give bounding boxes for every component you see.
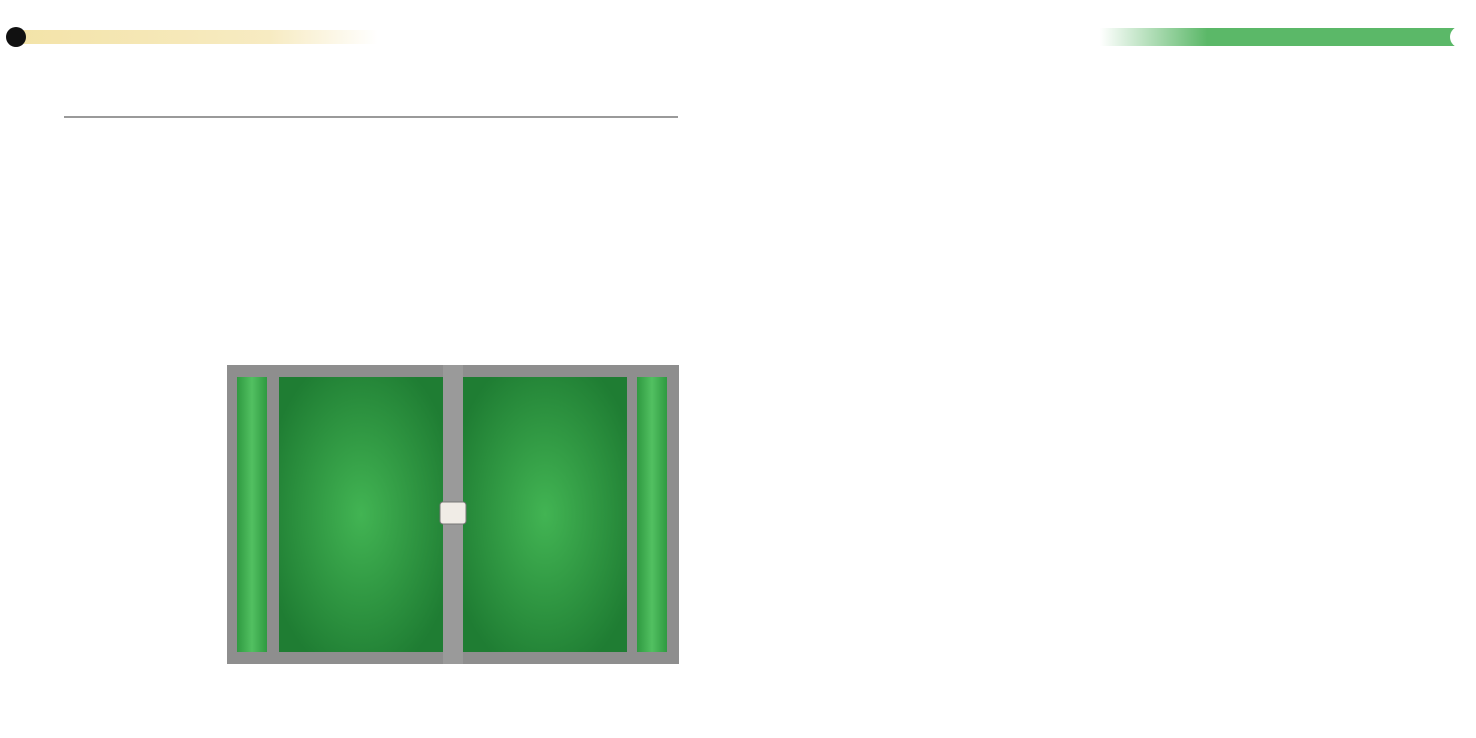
mini-board-after	[1279, 84, 1411, 250]
dice-roll-box	[440, 502, 466, 524]
right-quadrant-felt	[463, 377, 627, 652]
left-quadrant-felt	[279, 377, 443, 652]
left-header-dot	[6, 27, 26, 47]
right-header-dot	[1450, 26, 1472, 48]
left-running-head	[36, 30, 44, 43]
board-bottom-numbers	[0, 666, 1476, 682]
right-running-head	[1432, 30, 1440, 43]
title-rule	[64, 116, 678, 118]
right-tray	[637, 377, 667, 652]
backgammon-board	[227, 365, 679, 664]
mini-board-before	[1119, 84, 1243, 250]
intro-paragraph	[64, 134, 684, 136]
left-tray	[237, 377, 267, 652]
board-top-numbers	[0, 349, 1476, 365]
mini2-top-numbers	[0, 67, 1476, 83]
left-header-band	[18, 30, 378, 44]
right-header-band	[1100, 28, 1458, 46]
